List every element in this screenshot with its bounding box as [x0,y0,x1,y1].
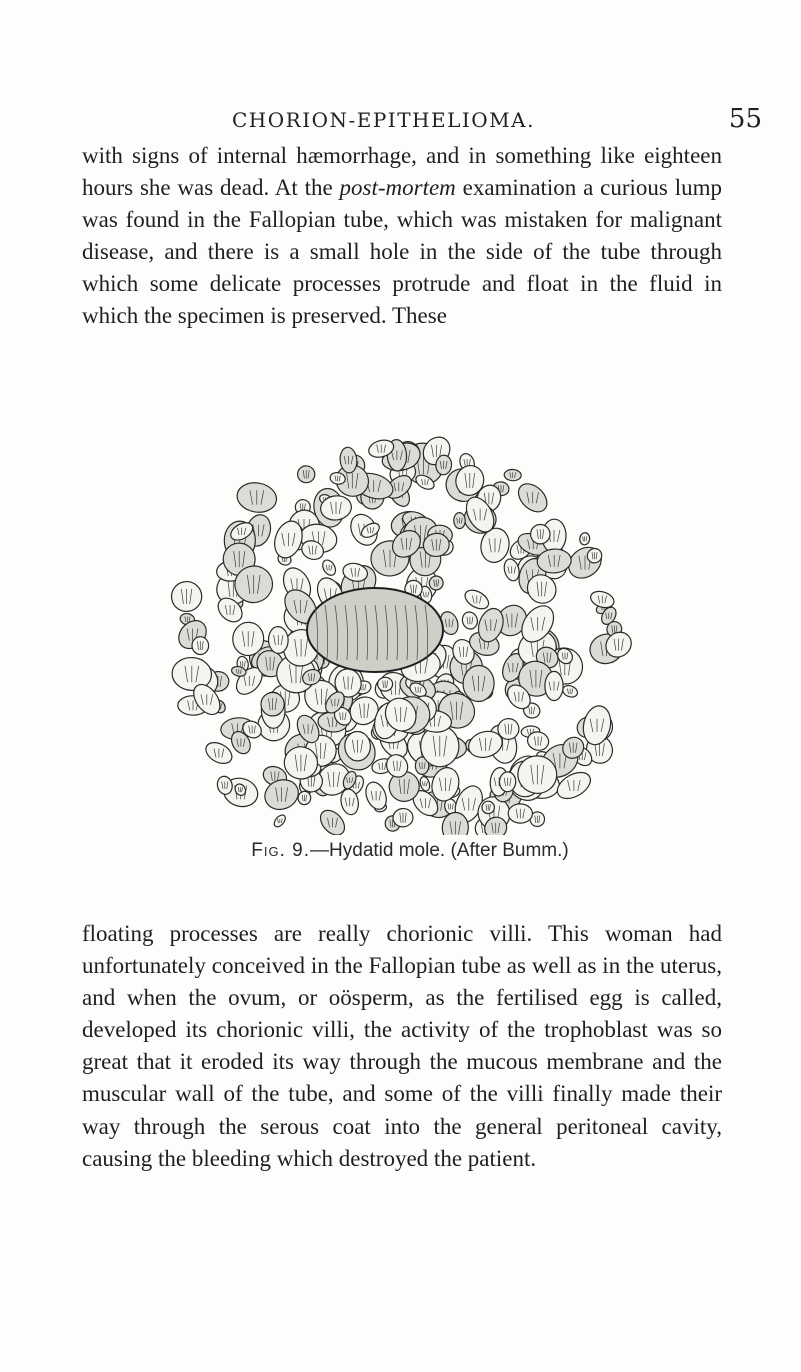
running-title: CHORION-EPITHELIOMA. [232,108,535,132]
paragraph-top-italic: post-mortem [339,175,456,201]
figure-hydatid-mole [140,405,660,905]
running-head [82,104,762,138]
paragraph-top [82,140,722,333]
figure-caption-text: —Hydatid mole. (After Bumm.) [310,840,569,861]
hydatid-mole-illustration [140,405,680,835]
page-number: 55 [728,104,762,134]
paragraph-top-text-a: with signs of internal hæmorrhage, and in something like eighteen hours she was dead. At the [82,143,722,201]
paragraph-top-text-b: examination a curious lump was found in the Fallopian tube, which was mistaken for malignant disease, and there is a small hole in the side of the tube through which some delicate processes protrude and float in the fluid in which the specimen is preserved. These [82,175,722,329]
figure-caption [140,840,680,862]
figure-label: Fig. 9. [251,840,311,861]
paragraph-bottom: floating processes are really chorionic villi. This woman had unfortunately conceived in the Fallopian tube as well as in the uterus, and when the ovum, or oösperm, as the fertilised egg is called, developed its chorionic villi, the activity of the trophoblast was so great that it eroded its way through the mucous membrane and the muscular wall of the tube, and some of the villi finally made their way through the serous coat into the general peritoneal cavity, causing the bleeding which destroyed the patient. [82,921,722,1171]
